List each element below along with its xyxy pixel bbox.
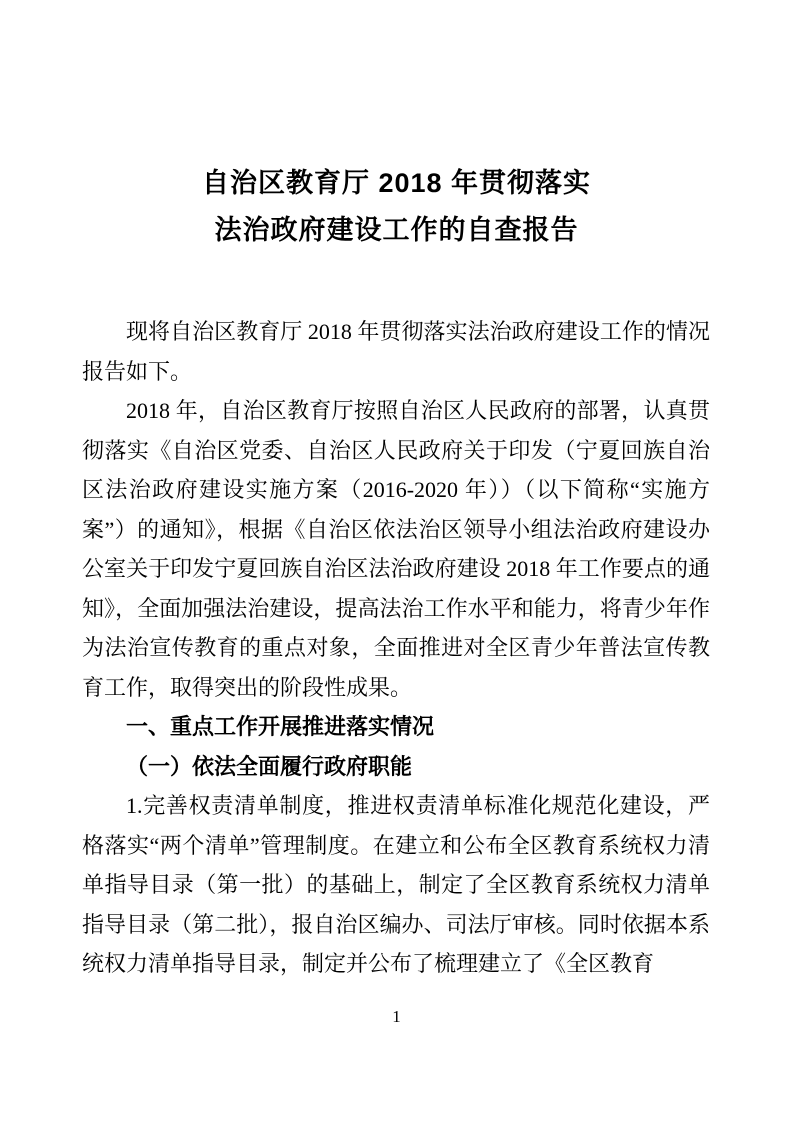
subsection-heading: （一）依法全面履行政府职能 xyxy=(126,753,413,779)
paragraph: 1.完善权责清单制度，推进权责清单标准化规范化建设，严格落实“两个清单”管理制度。在建立和公布全区教育系统权力清单指导目录（第一批）的基础上，制定了全区教育系统权力清单指导目录（第二批），报自治区编办、司法厅审核。同时依据本系统权力清单指导目录，制定并公布了梳理建立了《全区教育 xyxy=(82,793,710,976)
paragraph: 2018 年，自治区教育厅按照自治区人民政府的部署，认真贯彻落实《自治区党委、自治区人民政府关于印发（宁夏回族自治区法治政府建设实施方案（2016-2020 年））（以下简称“实施方案”）的通知》，根据《自治区依法治区领导小组法治政府建设办公室关于印发宁夏回族自治区法治政府建设 2018 年工作要点的通知》，全面加强法治建设，提高法治工作水平和能力，将青少年作为法治宣传教育的重点对象，全面推进对全区青少年普法宣传教育工作，取得突出的阶段性成果。 xyxy=(82,398,710,700)
title-line: 法治政府建设工作的自查报告 xyxy=(214,215,579,245)
section-heading: 一、重点工作开展推进落实情况 xyxy=(126,714,435,739)
title-line: 自治区教育厅 2018 年贯彻落实 xyxy=(201,168,592,198)
paragraph: 现将自治区教育厅 2018 年贯彻落实法治政府建设工作的情况报告如下。 xyxy=(82,319,710,384)
document-title xyxy=(0,160,793,254)
page-number: 1 xyxy=(392,1007,401,1026)
document-body xyxy=(82,312,710,984)
